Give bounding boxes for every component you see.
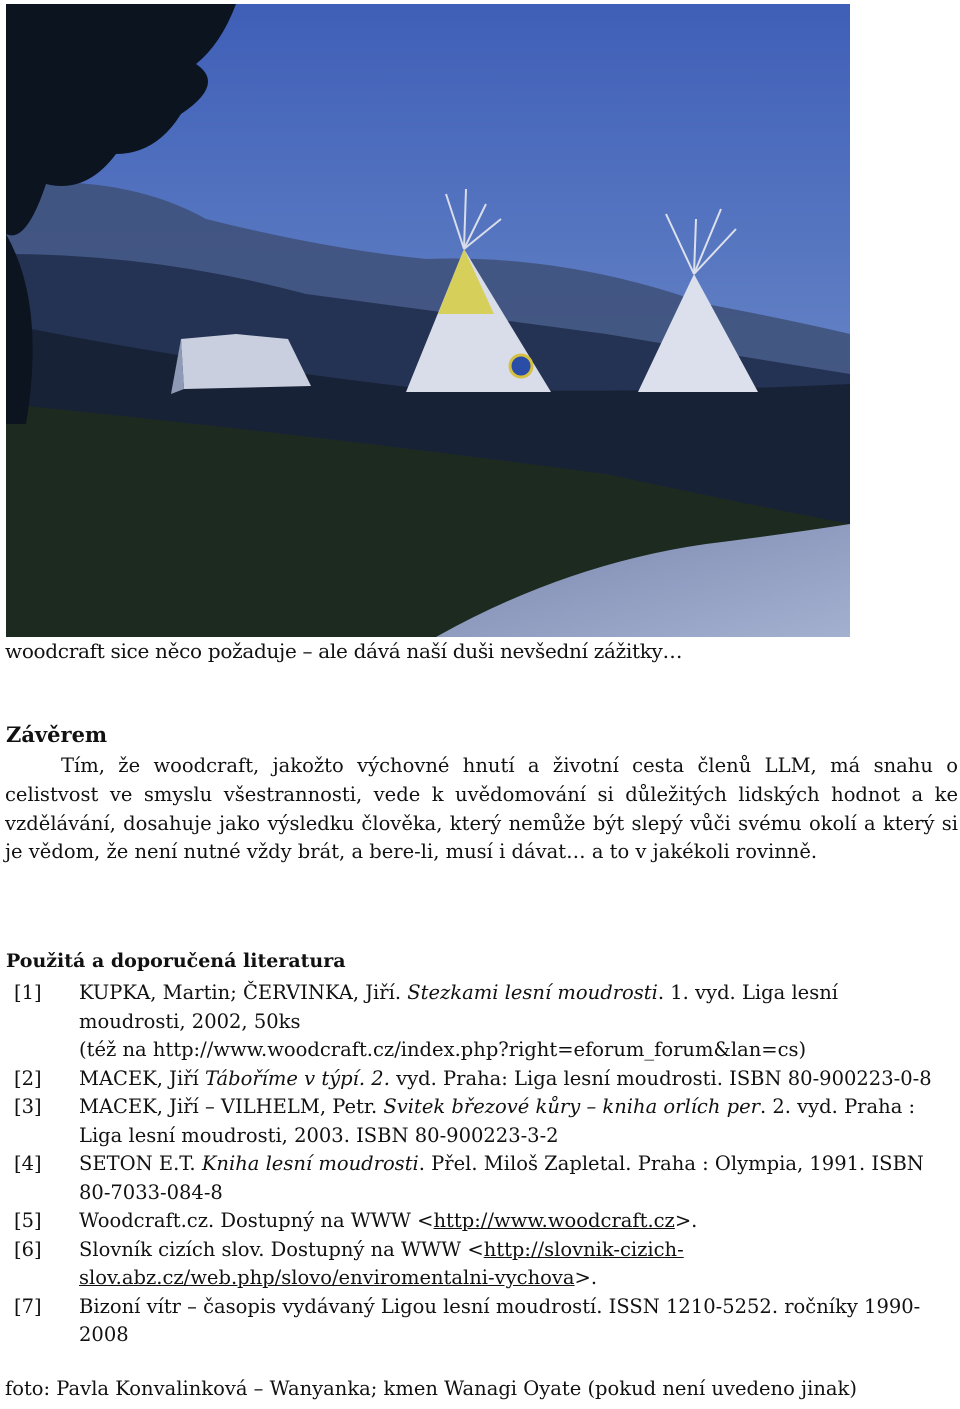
reference-number: [6]	[14, 1237, 42, 1261]
conclusion-paragraph	[5, 752, 958, 867]
reference-list	[14, 979, 944, 1350]
reference-text: MACEK, Jiří Táboříme v týpí. 2. vyd. Praha: Liga lesní moudrosti. ISBN 80-900223-0-8	[79, 1066, 932, 1090]
reference-text: Slovník cizích slov. Dostupný na WWW <http://slovnik-cizich-slov.abz.cz/web.php/slovo/enviromentalni-vychova>.	[79, 1237, 684, 1289]
photo-caption: woodcraft sice něco požaduje – ale dává naší duši nevšední zážitky…	[5, 639, 683, 663]
reference-item	[14, 1065, 944, 1094]
conclusion-text: Tím, že woodcraft, jakožto výchovné hnutí a životní cesta členů LLM, má snahu o celistvost ve smyslu všestrannosti, vede k uvědomování si důležitých lidských hodnot a ke vzdělávání, dosahuje jako výsledku člověka, který nemůže být slepý vůči svému okolí a který si je vědom, že není nutné vždy brát, a bere-li, musí i dávat… a to v jakékoli rovinně.	[5, 754, 958, 864]
reference-item	[14, 1207, 944, 1236]
reference-number: [2]	[14, 1066, 42, 1090]
reference-text: KUPKA, Martin; ČERVINKA, Jiří. Stezkami lesní moudrosti. 1. vyd. Liga lesní moudrosti, 2002, 50ks (též na http://www.woodcraft.cz/index.php?right=eforum_forum&lan=cs)	[79, 981, 839, 1061]
reference-text: Woodcraft.cz. Dostupný na WWW <http://www.woodcraft.cz>.	[79, 1209, 698, 1232]
woodcraft-link[interactable]: http://www.woodcraft.cz	[433, 1209, 675, 1232]
reference-text: MACEK, Jiří – VILHELM, Petr. Svitek březové kůry – kniha orlích per. 2. vyd. Praha : Liga lesní moudrosti, 2003. ISBN 80-900223-3-2	[79, 1095, 916, 1147]
reference-item	[14, 979, 944, 1065]
reference-text: Bizoní vítr – časopis vydávaný Ligou lesní moudrostí. ISSN 1210-5252. ročníky 1990-2008	[79, 1294, 921, 1346]
reference-item	[14, 1150, 944, 1207]
reference-number: [7]	[14, 1294, 42, 1318]
reference-number: [1]	[14, 981, 42, 1004]
reference-number: [4]	[14, 1152, 42, 1175]
section-heading-conclusion: Závěrem	[6, 722, 108, 747]
reference-item	[14, 1293, 944, 1350]
dictionary-link[interactable]: http://slovnik-cizich-slov.abz.cz/web.php/slovo/enviromentalni-vychova	[79, 1237, 684, 1289]
reference-item	[14, 1093, 944, 1150]
reference-number: [3]	[14, 1095, 42, 1118]
reference-item	[14, 1236, 944, 1293]
reference-text: SETON E.T. Kniha lesní moudrosti. Přel. Miloš Zapletal. Praha : Olympia, 1991. ISBN 80-7033-084-8	[79, 1152, 924, 1204]
photo-credit: foto: Pavla Konvalinková – Wanyanka; kmen Wanagi Oyate (pokud není uvedeno jinak)	[5, 1377, 857, 1400]
tipi-camp-photo	[6, 4, 850, 637]
section-heading-literature: Použitá a doporučená literatura	[6, 950, 346, 972]
reference-number: [5]	[14, 1209, 42, 1232]
